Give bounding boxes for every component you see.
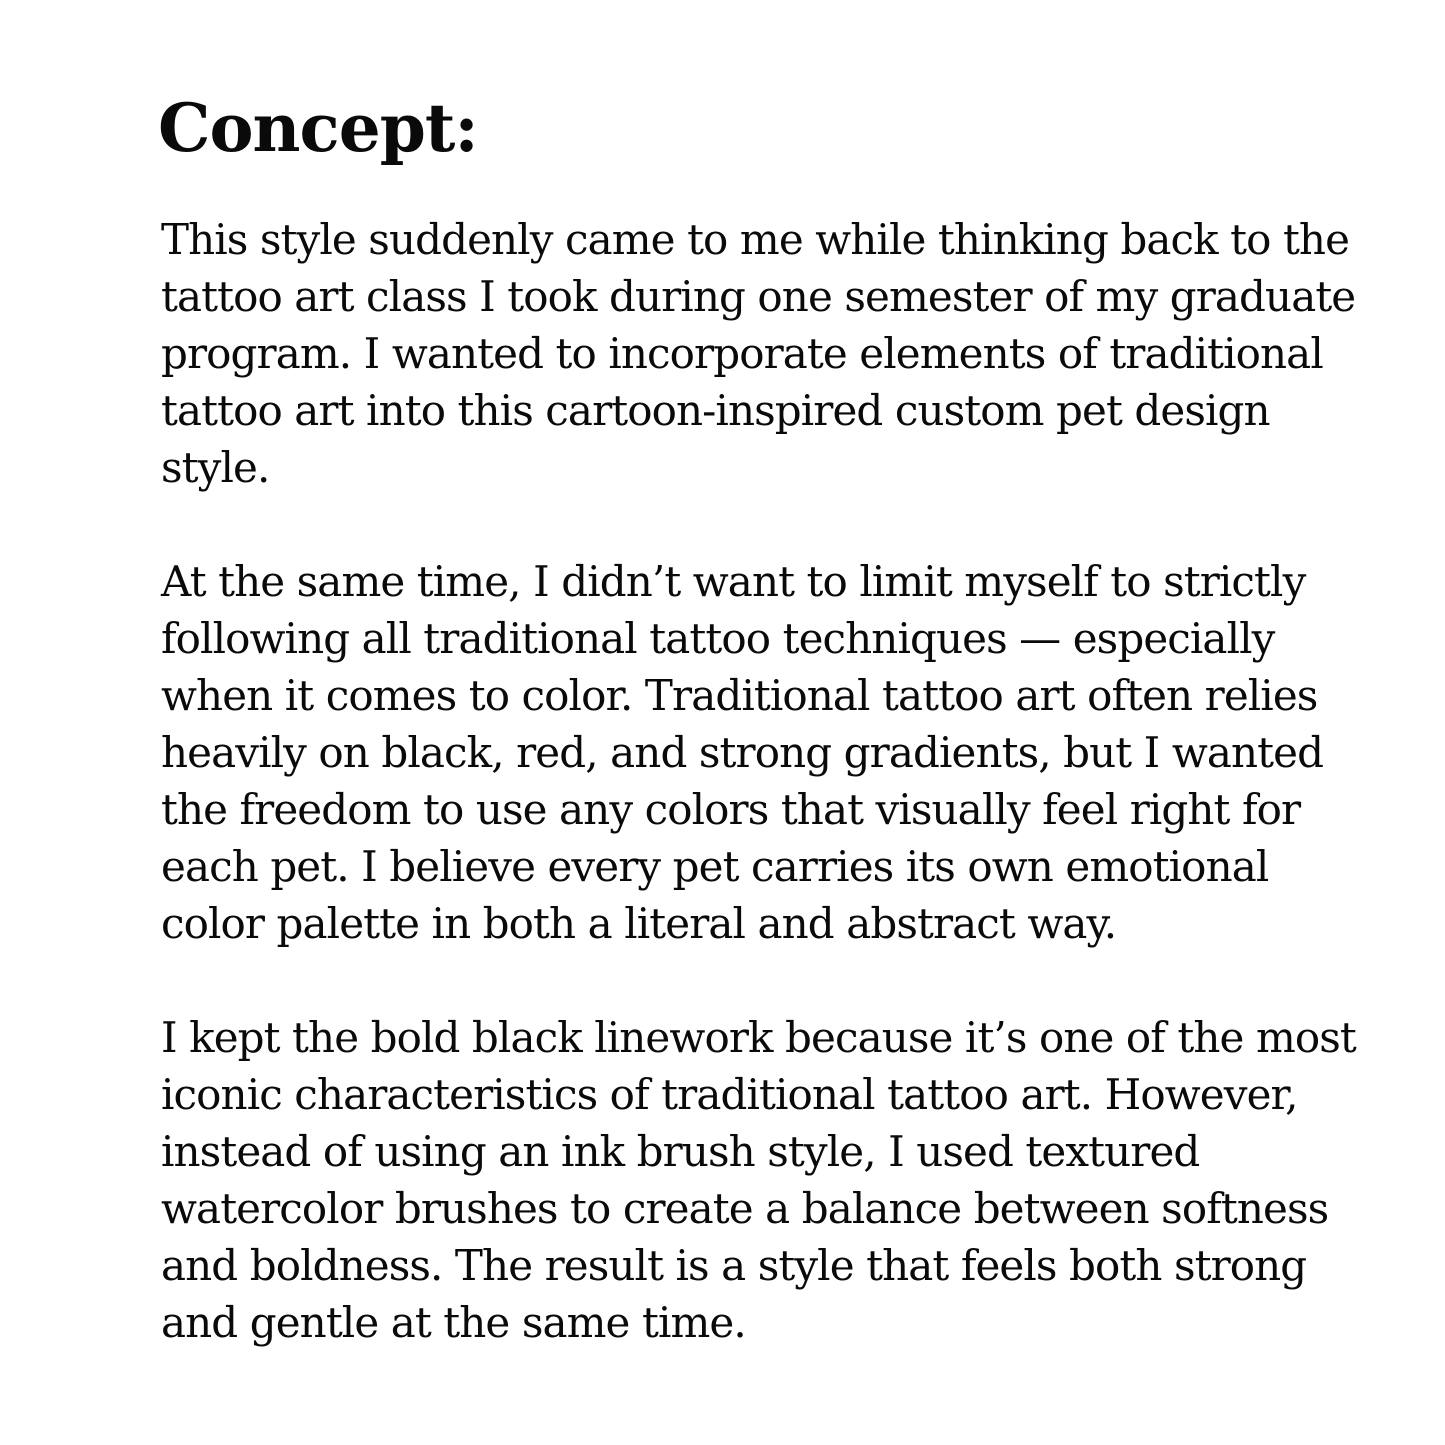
text-line: instead of using an ink brush style, I used textured [161,1127,1200,1176]
text-line: watercolor brushes to create a balance between softness [161,1184,1329,1233]
body-text [161,211,1356,1351]
text-line: and boldness. The result is a style that feels both strong [161,1241,1307,1290]
text-line: each pet. I believe every pet carries its own emotional [161,842,1269,891]
page-title: Concept: [158,89,478,167]
text-line: heavily on black, red, and strong gradients, but I wanted [161,728,1324,777]
text-line: tattoo art into this cartoon-inspired custom pet design [161,386,1270,435]
paragraph-2 [161,553,1341,952]
paragraph-1 [161,211,1356,496]
text-line: the freedom to use any colors that visually feel right for [161,785,1301,834]
text-line: tattoo art class I took during one semester of my graduate [161,272,1356,321]
text-line: This style suddenly came to me while thinking back to the [161,215,1350,264]
paragraph-3 [161,1009,1356,1351]
text-line: At the same time, I didn’t want to limit myself to strictly [161,557,1306,606]
text-line: and gentle at the same time. [161,1298,746,1347]
text-line: style. [161,443,270,492]
text-line: I kept the bold black linework because it’s one of the most [161,1013,1356,1062]
text-line: program. I wanted to incorporate elements of traditional [161,329,1323,378]
text-line: color palette in both a literal and abstract way. [161,899,1117,948]
text-line: iconic characteristics of traditional tattoo art. However, [161,1070,1298,1119]
text-line: following all traditional tattoo techniques — especially [161,614,1275,663]
text-line: when it comes to color. Traditional tattoo art often relies [161,671,1318,720]
